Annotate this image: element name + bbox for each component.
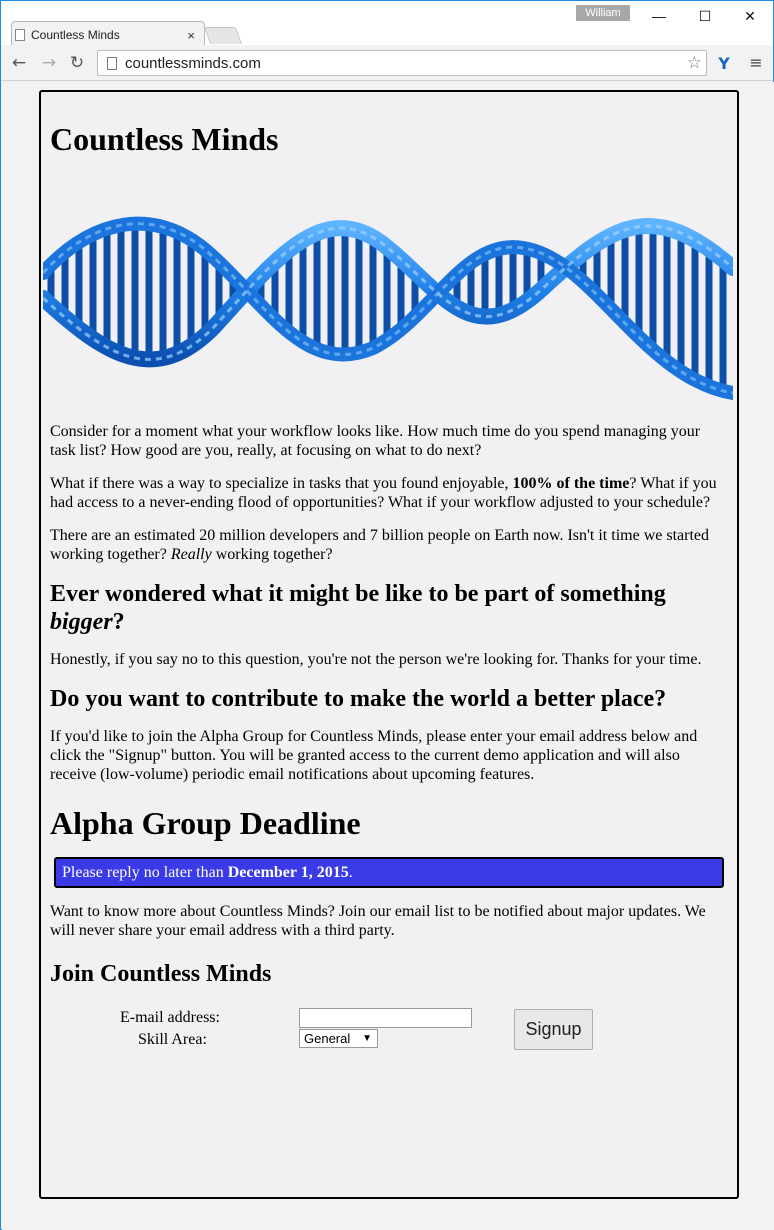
document-icon <box>107 57 117 70</box>
tab-close-icon[interactable]: × <box>187 27 195 43</box>
dna-helix-image <box>43 178 733 406</box>
intro-paragraph-2: What if there was a way to specialize in tasks that you found enjoyable, 100% of the time? What if you had access to a never-ending flood of opportunities? What if your workflow adjusted to your schedule? <box>50 475 717 511</box>
skill-area-selected: General <box>304 1031 351 1046</box>
email-field[interactable] <box>299 1008 472 1028</box>
extension-icon[interactable]: Y <box>718 54 730 73</box>
menu-icon[interactable]: ≡ <box>749 53 763 72</box>
profile-badge[interactable]: William <box>576 5 630 21</box>
signup-button[interactable]: Signup <box>514 1009 593 1050</box>
email-label: E-mail address: <box>120 1009 220 1026</box>
page-icon <box>15 29 25 41</box>
heading-bigger: Ever wondered what it might be like to be part of something bigger? <box>50 581 666 635</box>
skill-area-select[interactable] <box>299 1029 378 1048</box>
browser-toolbar <box>1 45 773 81</box>
browser-tab-content[interactable] <box>13 25 201 45</box>
address-bar[interactable] <box>97 50 707 76</box>
title-bar <box>1 1 773 45</box>
intro-paragraph-3: There are an estimated 20 million developers and 7 billion people on Earth now. Isn't it time we started working together? Really working together? <box>50 527 709 563</box>
maximize-button[interactable]: ☐ <box>698 8 712 24</box>
signup-form <box>50 1000 728 1070</box>
new-tab-button[interactable] <box>204 27 242 44</box>
page-viewport <box>2 82 774 1230</box>
page-title: Countless Minds <box>50 121 279 157</box>
bookmark-star-icon[interactable]: ☆ <box>686 53 702 73</box>
deadline-heading: Alpha Group Deadline <box>50 805 361 841</box>
dropdown-arrow-icon: ▼ <box>362 1033 372 1044</box>
deadline-notice: Please reply no later than December 1, 2015. <box>54 857 724 888</box>
skill-area-label: Skill Area: <box>138 1031 207 1048</box>
content-panel <box>39 90 739 1199</box>
heading-contribute: Do you want to contribute to make the world a better place? <box>50 686 667 712</box>
back-arrow-icon[interactable]: ← <box>11 53 27 73</box>
tab-title: Countless Minds <box>31 28 120 42</box>
close-window-button[interactable]: ✕ <box>744 8 756 24</box>
reload-icon[interactable]: ↻ <box>69 53 85 73</box>
forward-arrow-icon[interactable]: → <box>41 53 57 73</box>
join-heading: Join Countless Minds <box>50 961 272 987</box>
intro-paragraph-1: Consider for a moment what your workflow looks like. How much time do you spend managing your task list? How good are you, really, at focusing on what to do next? <box>50 423 701 459</box>
url-text[interactable]: countlessminds.com <box>125 54 261 72</box>
join-paragraph: If you'd like to join the Alpha Group for Countless Minds, please enter your email address below and click the "Signup" button. You will be granted access to the current demo application and will also receive (low-volume) periodic email notifications about upcoming features. <box>50 728 698 783</box>
honesty-paragraph: Honestly, if you say no to this question, you're not the person we're looking for. Thanks for your time. <box>50 651 702 668</box>
minimize-button[interactable]: — <box>652 8 666 24</box>
mailing-list-paragraph: Want to know more about Countless Minds? Join our email list to be notified about major updates. We will never share your email address with a third party. <box>50 903 706 939</box>
